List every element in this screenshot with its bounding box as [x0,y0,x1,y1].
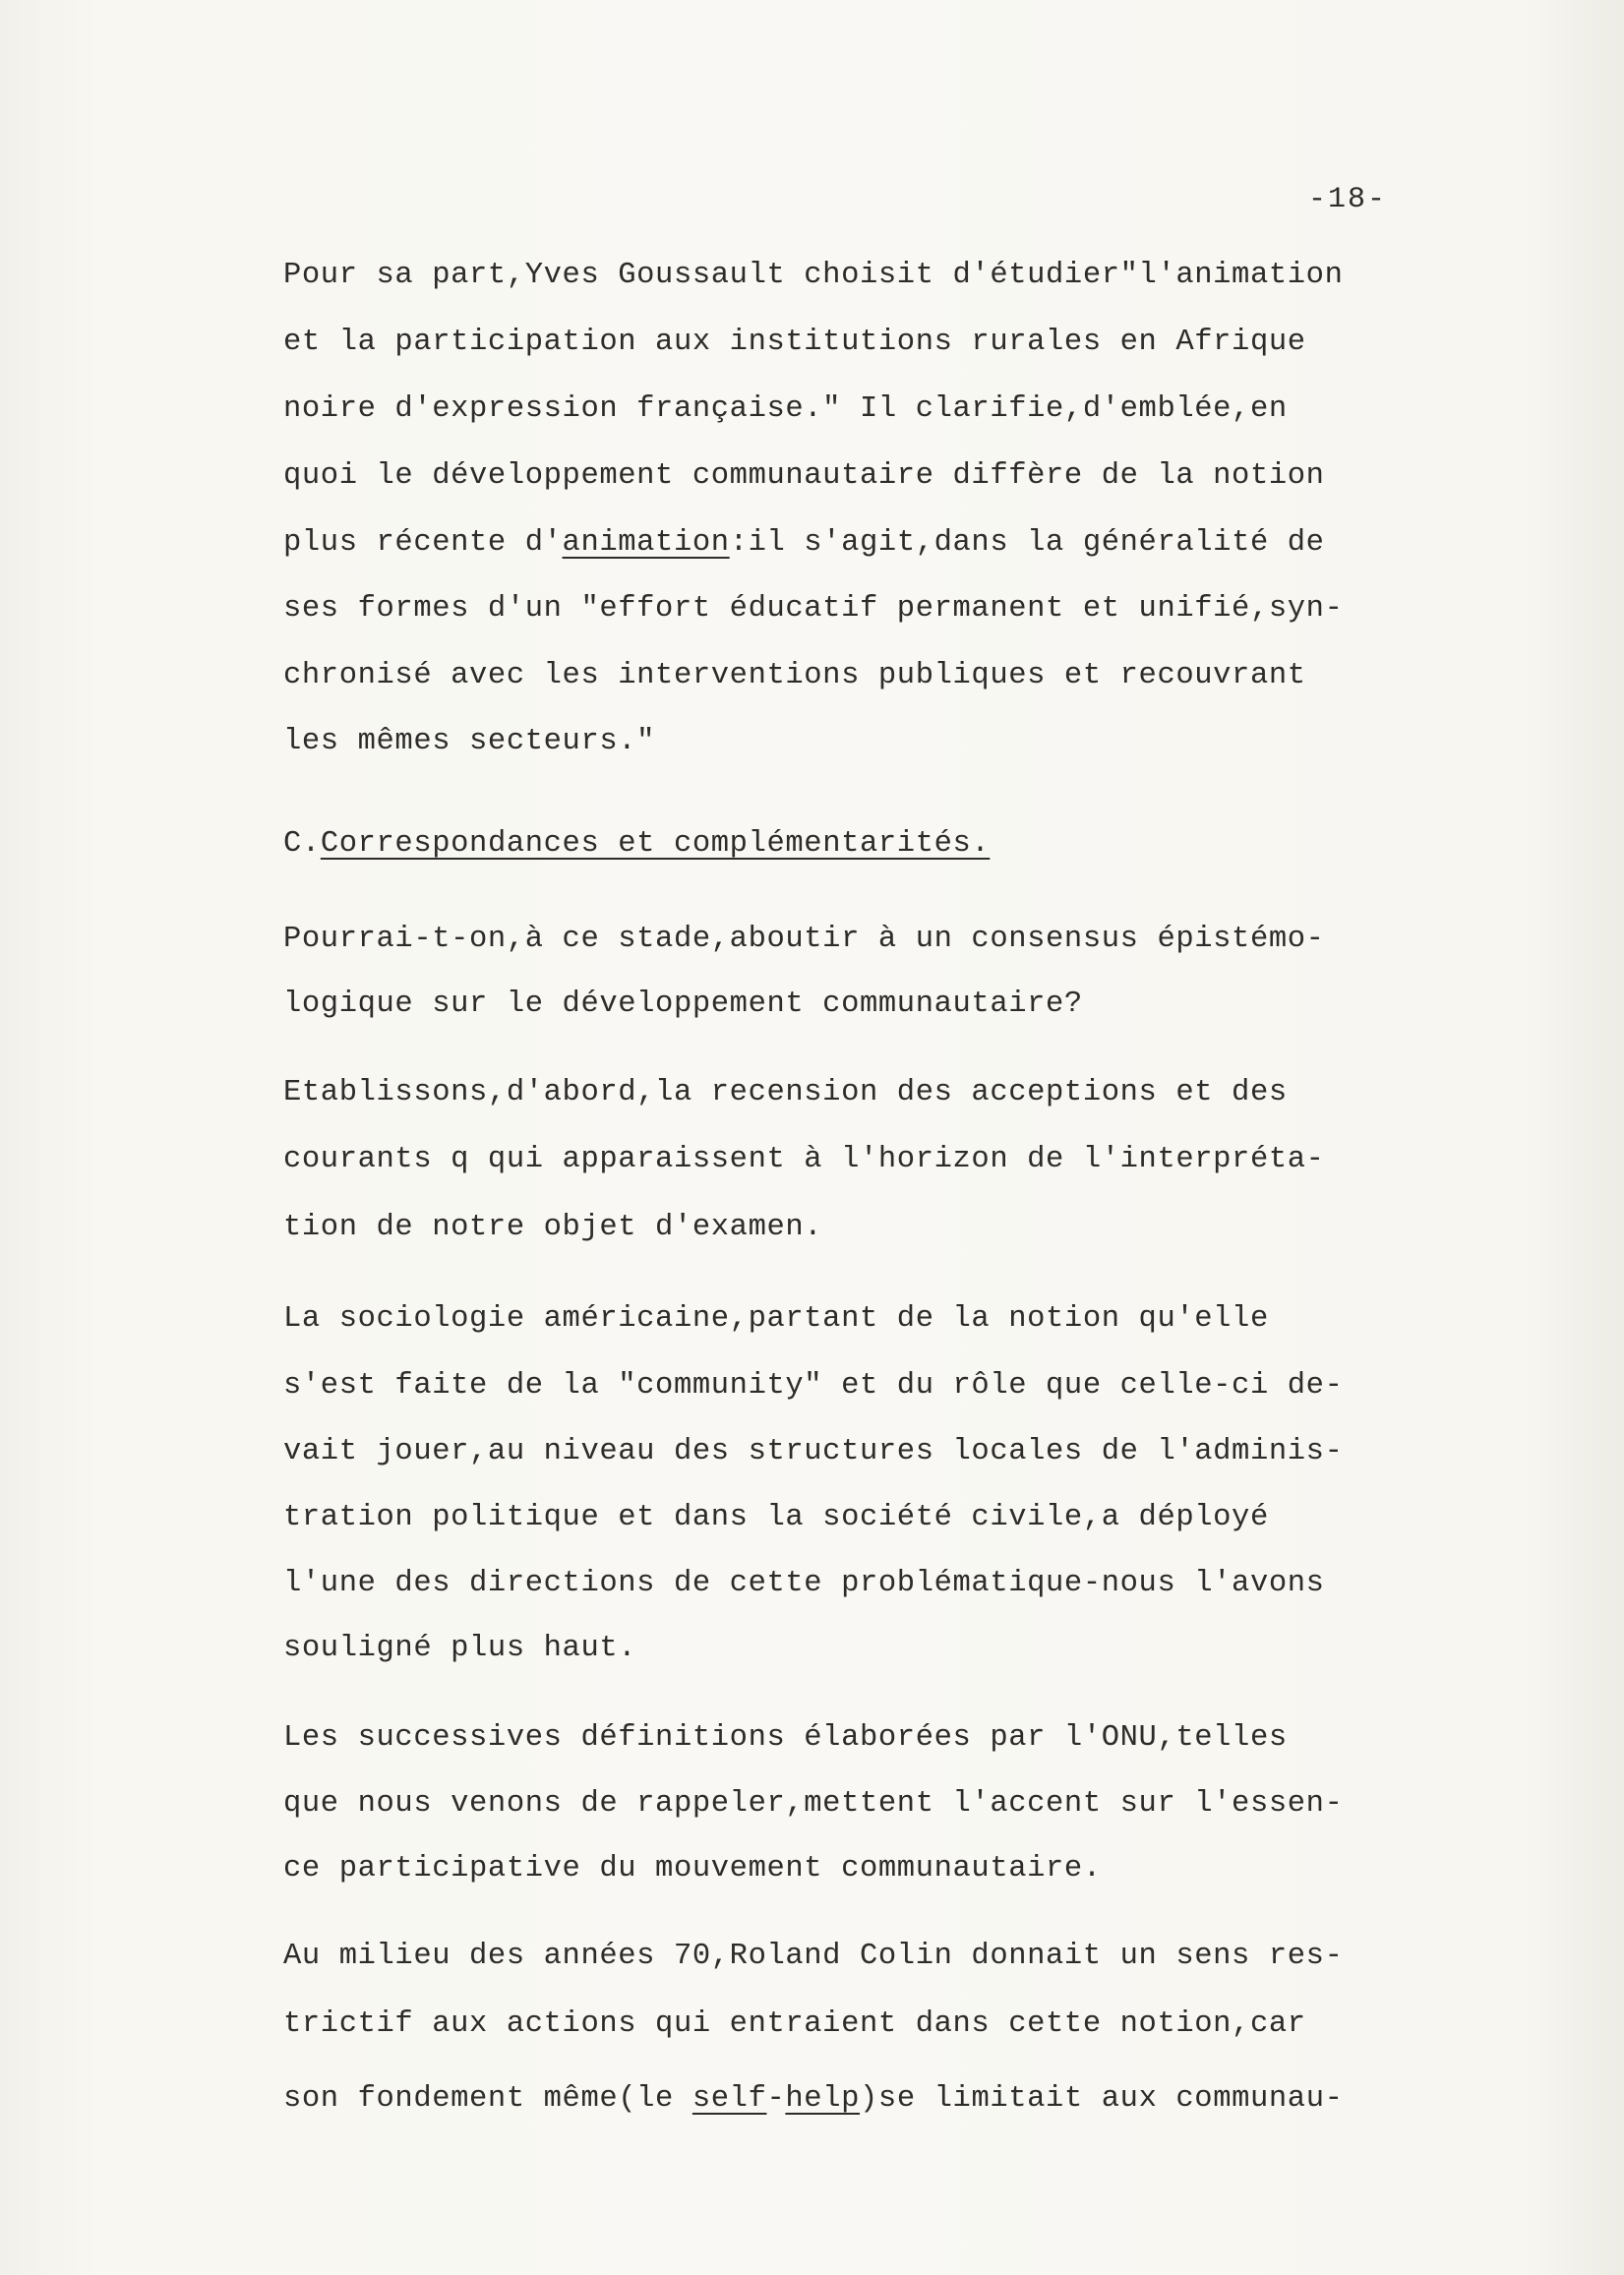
text-line: Pour sa part,Yves Goussault choisit d'étudier"l'animation [283,259,1344,292]
page-number: -18- [1308,183,1388,216]
underlined-word: self [692,2082,767,2116]
text-line: noire d'expression française." Il clarifie,d'emblée,en [283,392,1288,426]
text-line: vait jouer,au niveau des structures locales de l'adminis- [283,1435,1344,1468]
text-line: tion de notre objet d'examen. [283,1211,823,1244]
text-line: les mêmes secteurs." [283,725,656,758]
underlined-word: help [785,2082,861,2116]
text-line: souligné plus haut. [283,1632,637,1665]
section-title: Correspondances et complémentarités. [320,827,991,861]
text-line: ses formes d'un "effort éducatif permanent et unifié,syn- [283,592,1344,626]
text-fragment: son fondement même(le [283,2082,692,2116]
text-line: Pourrai-t-on,à ce stade,aboutir à un consensus épistémo- [283,923,1325,956]
text-fragment: )se limitait aux communau- [860,2082,1344,2116]
text-line: courants q qui apparaissent à l'horizon de l'interpréta- [283,1143,1325,1176]
text-line [283,2084,1344,2115]
text-line: chronisé avec les interventions publiques et recouvrant [283,659,1306,692]
text-fragment: plus récente d' [283,526,563,560]
text-line: La sociologie américaine,partant de la notion qu'elle [283,1302,1269,1336]
text-fragment: :il s'agit,dans la généralité de [729,526,1325,560]
text-line: quoi le développement communautaire diffère de la notion [283,459,1325,493]
text-line [283,528,1325,559]
text-line: l'une des directions de cette problématique-nous l'avons [283,1567,1325,1600]
text-line: ce participative du mouvement communautaire. [283,1852,1102,1886]
text-line: Les successives définitions élaborées par l'ONU,telles [283,1721,1288,1755]
text-line: et la participation aux institutions rurales en Afrique [283,326,1306,359]
text-line: tration politique et dans la société civile,a déployé [283,1501,1269,1534]
underlined-word: animation [562,526,730,560]
text-line: s'est faite de la "community" et du rôle que celle-ci de- [283,1369,1344,1403]
text-line: que nous venons de rappeler,mettent l'accent sur l'essen- [283,1787,1344,1821]
text-line: Au milieu des années 70,Roland Colin donnait un sens res- [283,1940,1344,1973]
text-line: trictif aux actions qui entraient dans cette notion,car [283,2007,1306,2041]
section-heading [283,829,990,860]
text-line: Etablissons,d'abord,la recension des acceptions et des [283,1076,1288,1109]
text-fragment: - [766,2082,786,2116]
section-prefix: C. [283,827,321,861]
text-line: logique sur le développement communautaire? [283,988,1083,1021]
